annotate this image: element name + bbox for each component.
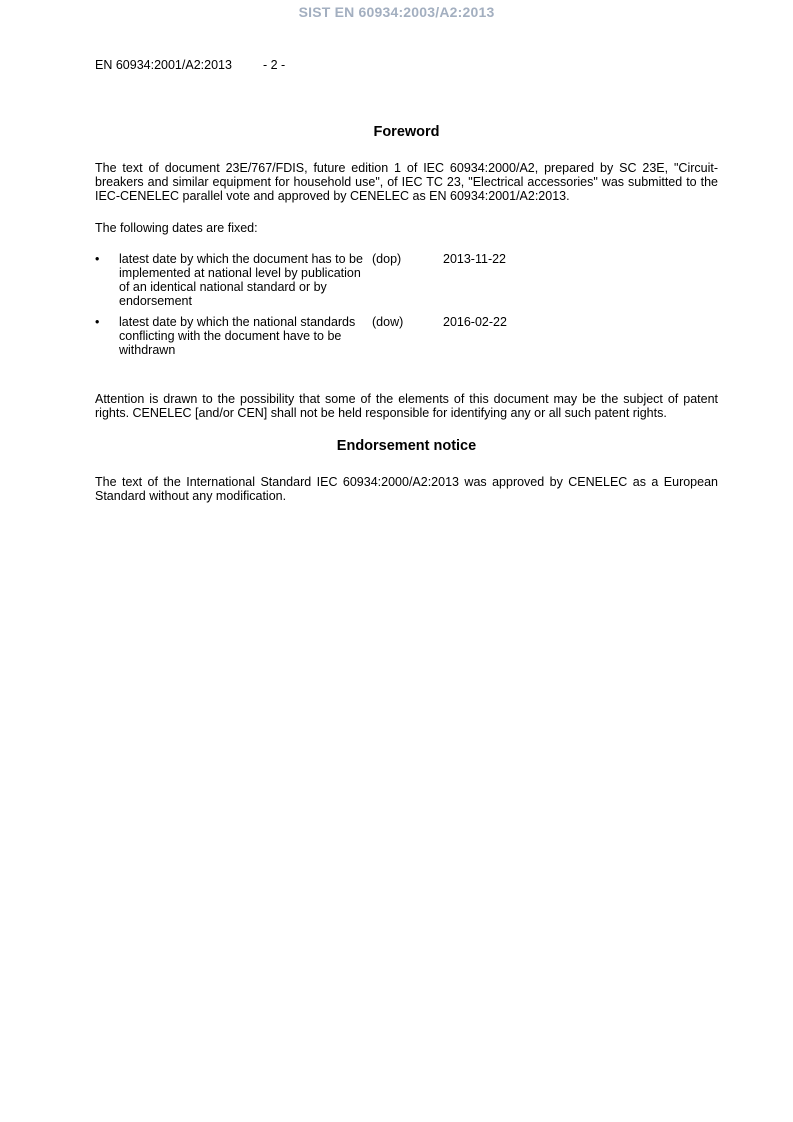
endorsement-paragraph: The text of the International Standard IEC 60934:2000/A2:2013 was approved by CENELEC as a European Standard without any modification. bbox=[95, 475, 718, 503]
document-body bbox=[95, 124, 718, 521]
list-item bbox=[95, 252, 718, 308]
date-value: 2016-02-22 bbox=[443, 315, 507, 329]
date-description: latest date by which the document has to be implemented at national level by publication of an identical national standard or by endorsement bbox=[119, 252, 363, 308]
bullet-icon bbox=[95, 252, 119, 266]
date-description: latest date by which the national standards conflicting with the document have to be withdrawn bbox=[119, 315, 356, 357]
date-code: (dow) bbox=[372, 315, 404, 329]
date-value: 2013-11-22 bbox=[443, 252, 507, 266]
page-number: - 2 - bbox=[263, 58, 286, 72]
dates-list bbox=[95, 252, 718, 357]
list-item bbox=[95, 315, 718, 357]
bullet-icon bbox=[95, 315, 119, 329]
page-header bbox=[95, 58, 717, 74]
endorsement-title: Endorsement notice bbox=[336, 438, 477, 454]
foreword-paragraph: The text of document 23E/767/FDIS, future edition 1 of IEC 60934:2000/A2, prepared by SC 23E, "Circuit-breakers and similar equipment for household use", of IEC TC 23, "Electrical accessories" was submitted to the IEC-CENELEC parallel vote and approved by CENELEC as EN 60934:2001/A2:2013. bbox=[95, 161, 718, 203]
attention-paragraph: Attention is drawn to the possibility that some of the elements of this document may be the subject of patent rights. CENELEC [and/or CEN] shall not be held responsible for identifying any or all such patent rights. bbox=[95, 392, 718, 420]
document-reference: EN 60934:2001/A2:2013 bbox=[95, 58, 232, 72]
watermark: SIST EN 60934:2003/A2:2013 bbox=[298, 4, 495, 20]
dates-intro: The following dates are fixed: bbox=[95, 221, 258, 235]
date-code: (dop) bbox=[372, 252, 402, 266]
foreword-title: Foreword bbox=[373, 124, 440, 140]
